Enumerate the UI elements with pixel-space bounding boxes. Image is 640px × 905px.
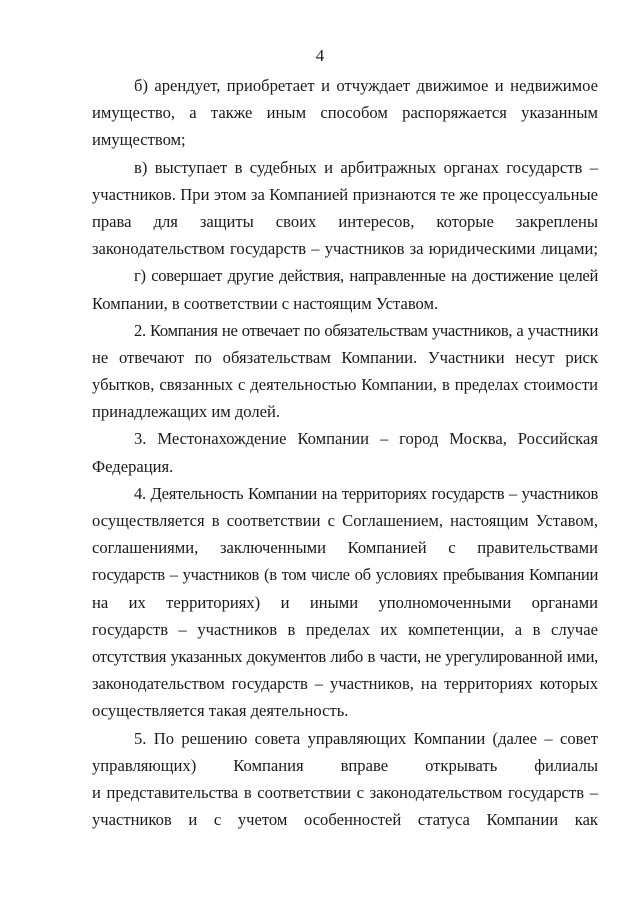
paragraph-clause-2 <box>92 317 598 426</box>
text-line: имуществом; <box>92 130 186 150</box>
text-line: на их территориях) и иными уполномоченными органами <box>92 592 598 612</box>
text-line: не отвечают по обязательствам Компании. Участники несут риск <box>92 347 598 367</box>
text-line: 4. Деятельность Компании на территориях государств – участников <box>134 483 598 503</box>
text-line: права для защиты своих интересов, которые закреплены <box>92 211 598 231</box>
paragraph-clause-3 <box>92 425 598 479</box>
text-line: законодательством государств – участников за юридическими лицами; <box>92 239 598 259</box>
text-line: осуществляется в соответствии с Соглашением, настоящим Уставом, <box>92 511 598 530</box>
text-line: и представительства в соответствии с законодательством государств – <box>92 782 598 802</box>
paragraph-clause-4 <box>92 480 598 725</box>
paragraph-clause-5 <box>92 725 598 834</box>
text-line: 3. Местонахождение Компании – город Москва, Российская <box>134 429 598 449</box>
text-line: 2. Компания не отвечает по обязательствам участников, а участники <box>134 320 598 340</box>
paragraph-item-v <box>92 154 598 263</box>
text-line: имущество, а также иным способом распоряжается указанным <box>92 103 598 123</box>
text-line: принадлежащих им долей. <box>92 402 281 422</box>
paragraph-item-b <box>92 72 598 154</box>
text-line: б) арендует, приобретает и отчуждает движимое и недвижимое <box>134 76 598 95</box>
document-body <box>92 72 598 833</box>
text-line: осуществляется такая деятельность. <box>92 701 349 721</box>
text-line: г) совершает другие действия, направленные на достижение целей <box>134 266 598 286</box>
text-line: отсутствия указанных документов либо в части, не урегулированной ими, <box>92 646 598 666</box>
text-line: убытков, связанных с деятельностью Компании, в пределах стоимости <box>92 375 598 395</box>
text-line: соглашениями, заключенными Компанией с правительствами <box>92 538 598 558</box>
text-line: государств – участников в пределах их компетенции, а в случае <box>92 619 598 639</box>
text-line: государств – участников (в том числе об условиях пребывания Компании <box>92 565 598 585</box>
paragraph-item-g <box>92 262 598 316</box>
text-line: Федерация. <box>92 456 174 476</box>
text-line: Компании, в соответствии с настоящим Уставом. <box>92 293 439 313</box>
text-line: управляющих) Компания вправе открывать филиалы <box>92 755 598 775</box>
text-line: участников и с учетом особенностей статуса Компании как <box>92 810 598 830</box>
text-line: участников. При этом за Компанией признаются те же процессуальные <box>92 184 598 204</box>
text-line: законодательством государств – участников, на территориях которых <box>92 674 598 694</box>
text-line: 5. По решению совета управляющих Компании (далее – совет <box>134 728 598 748</box>
text-line: в) выступает в судебных и арбитражных органах государств – <box>134 157 598 177</box>
page-number: 4 <box>315 46 325 65</box>
